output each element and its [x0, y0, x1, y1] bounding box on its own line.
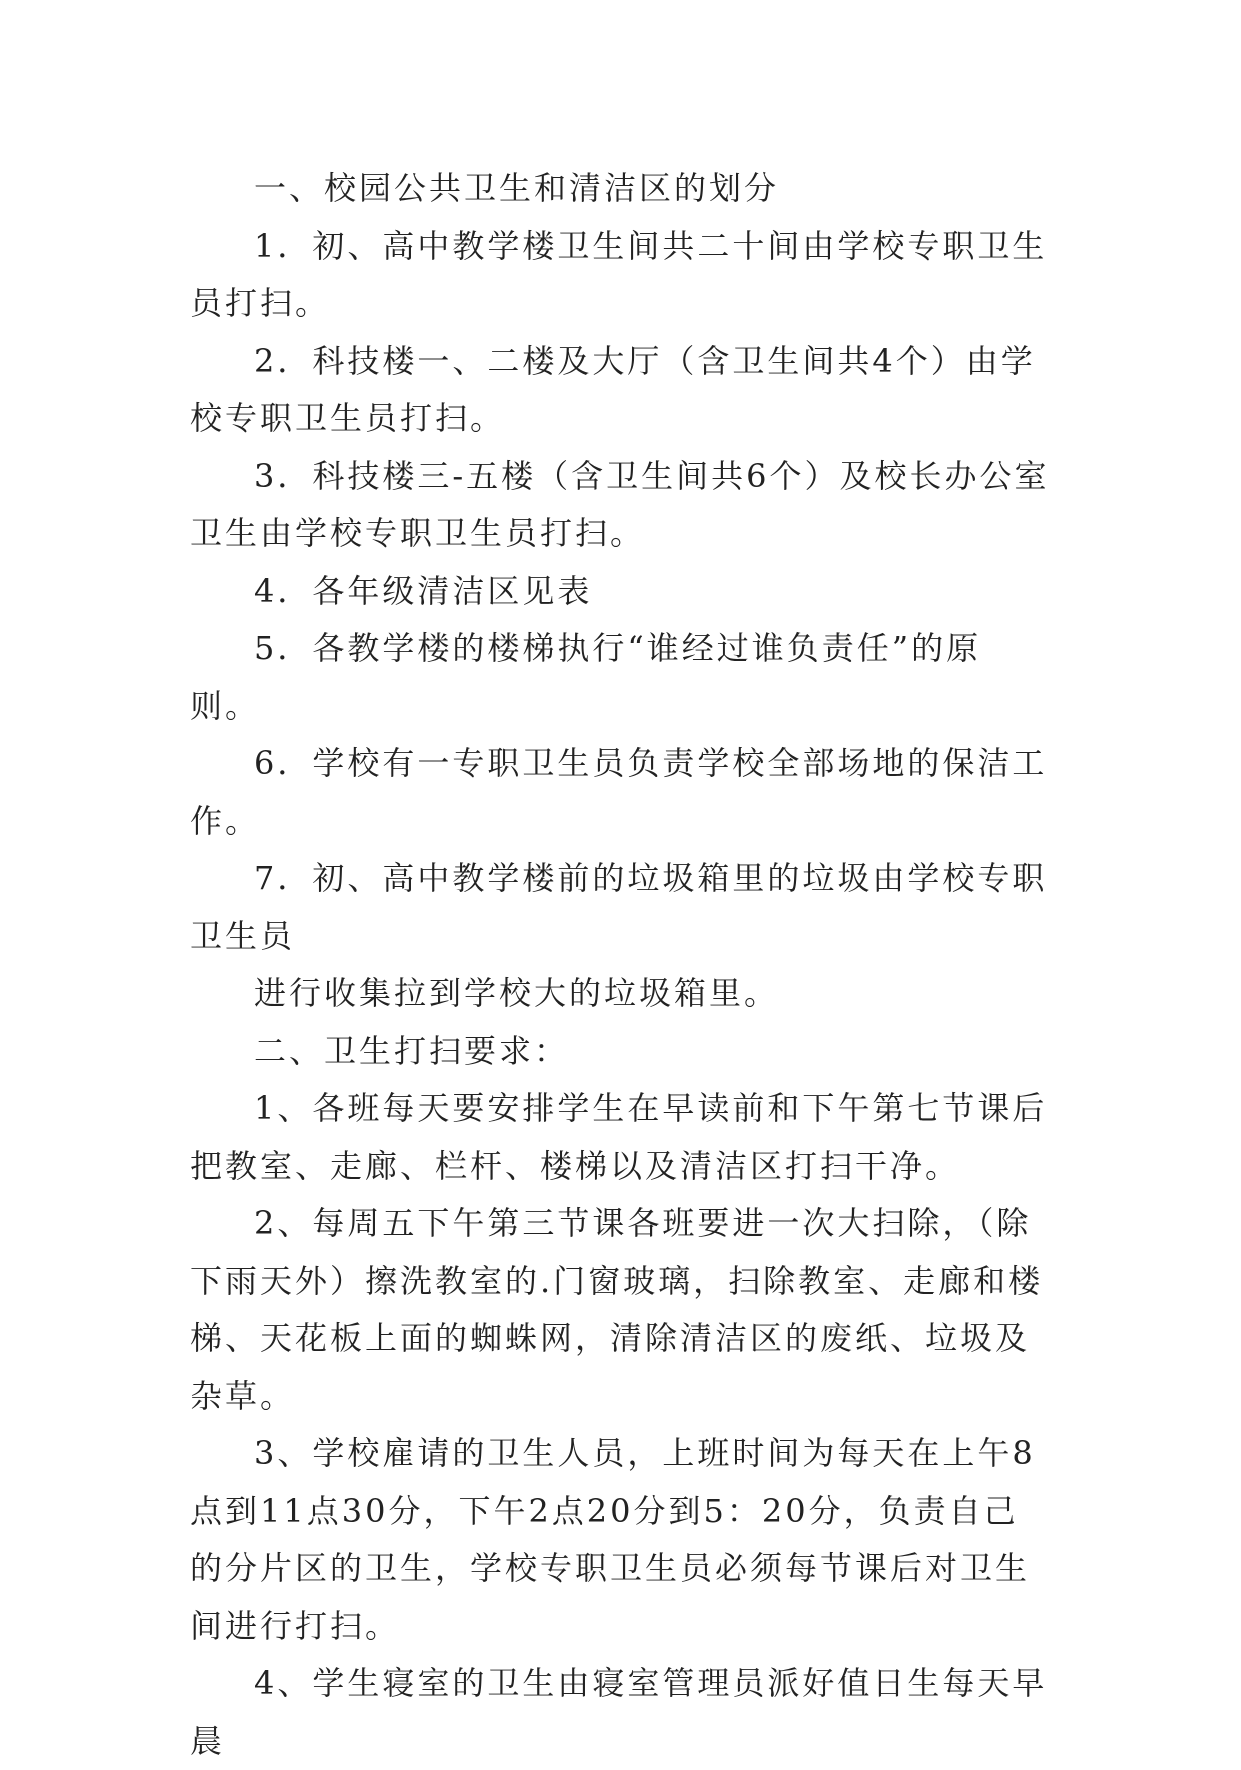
paragraph-item-7: 7．初、高中教学楼前的垃圾箱里的垃圾由学校专职卫生员: [190, 859, 1048, 955]
paragraph-item-7-continued: 进行收集拉到学校大的垃圾箱里。: [254, 974, 780, 1012]
paragraph-item-3: 3．科技楼三-五楼（含卫生间共6个）及校长办公室卫生由学校专职卫生员打扫。: [190, 456, 1050, 552]
document-body: [190, 160, 1050, 1770]
paragraph-item-2: 2．科技楼一、二楼及大厅（含卫生间共4个）由学校专职卫生员打扫。: [190, 341, 1036, 437]
requirement-item-4: 4、学生寝室的卫生由寝室管理员派好值日生每天早晨: [190, 1664, 1048, 1760]
paragraph-item-5: 5．各教学楼的楼梯执行“谁经过谁负责任”的原则。: [190, 629, 982, 725]
section-heading-2: 二、卫生打扫要求：: [254, 1031, 570, 1070]
requirement-item-1: 1、各班每天要安排学生在早读前和下午第七节课后把教室、走廊、栏杆、楼梯以及清洁区打扫干净。: [190, 1089, 1048, 1185]
paragraph-item-4: 4．各年级清洁区见表: [254, 571, 593, 610]
section-heading-1: 一、校园公共卫生和清洁区的划分: [254, 169, 780, 207]
paragraph-item-1: 1．初、高中教学楼卫生间共二十间由学校专职卫生员打扫。: [190, 226, 1048, 322]
paragraph-item-6: 6．学校有一专职卫生员负责学校全部场地的保洁工作。: [190, 744, 1048, 840]
requirement-item-2: 2、每周五下午第三节课各班要进一次大扫除，（除下雨天外）擦洗教室的.门窗玻璃，扫除教室、走廊和楼梯、天花板上面的蜘蛛网，清除清洁区的废纸、垃圾及杂草。: [190, 1204, 1044, 1415]
requirement-item-3: 3、学校雇请的卫生人员，上班时间为每天在上午8点到11点30分，下午2点20分到5：20分，负责自己的分片区的卫生，学校专职卫生员必须每节课后对卫生间进行打扫。: [190, 1434, 1036, 1645]
